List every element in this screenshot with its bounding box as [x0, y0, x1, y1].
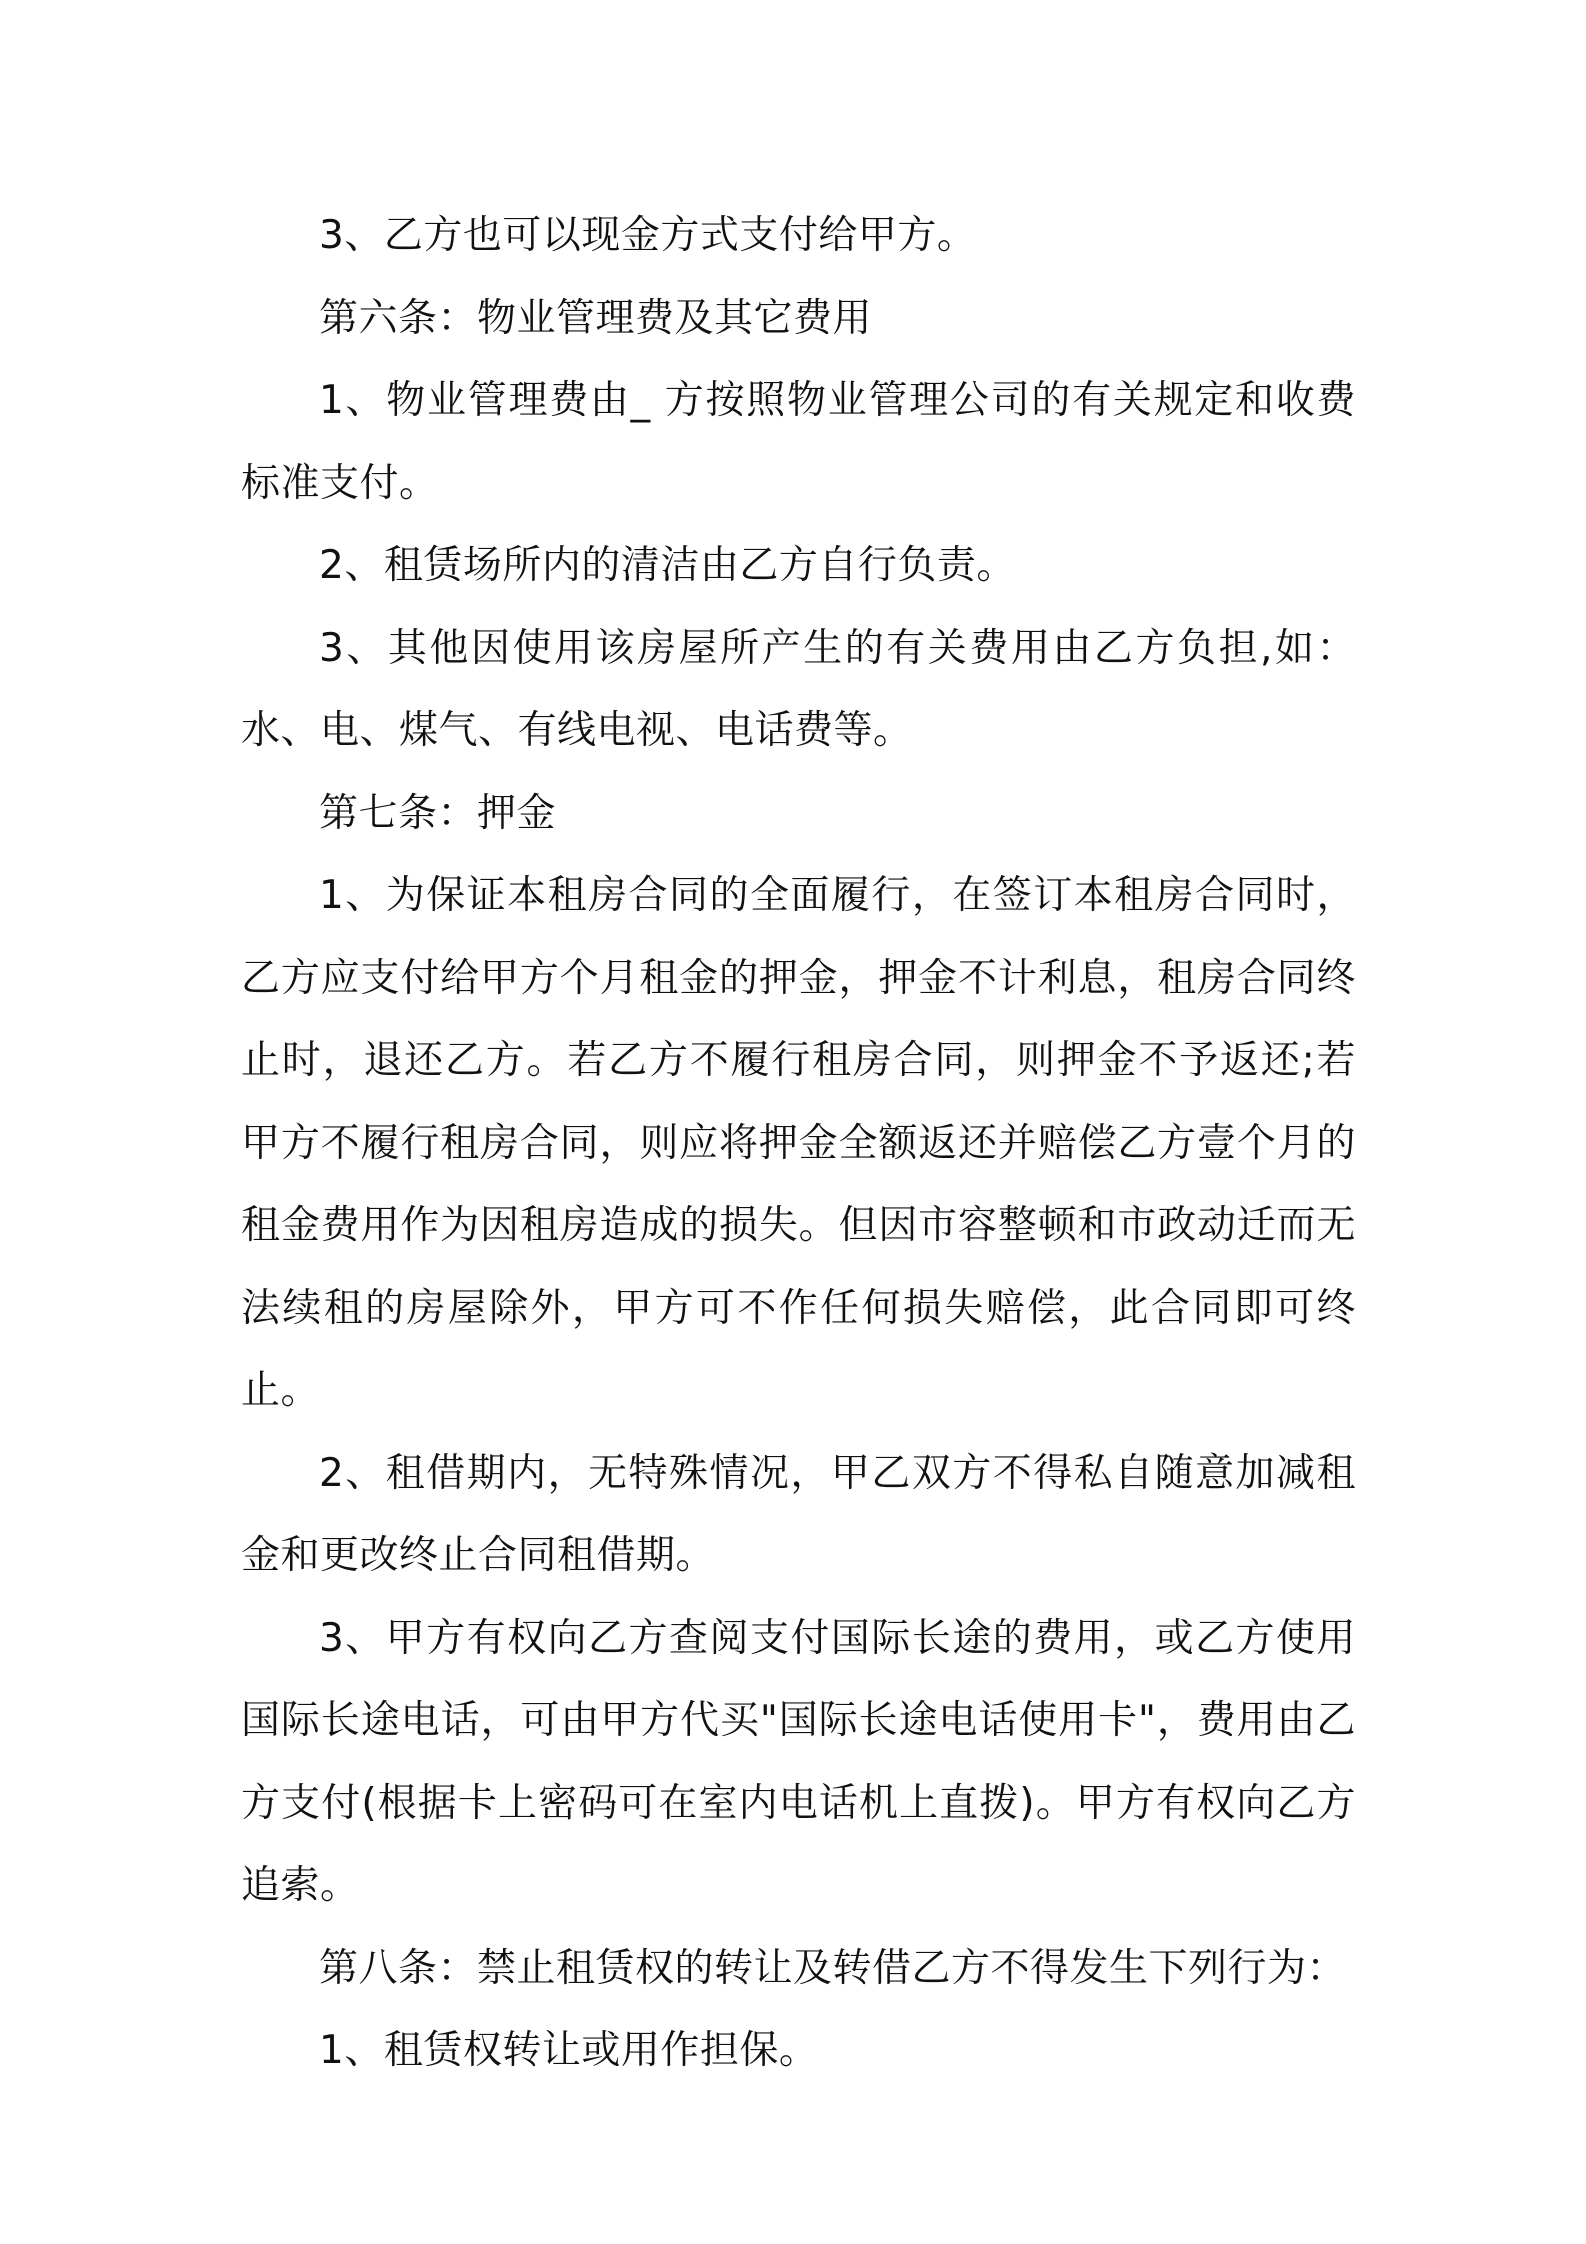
article-8-heading: 第八条：禁止租赁权的转让及转借乙方不得发生下列行为：: [319, 1945, 1347, 1991]
paragraph-property-fee: 1、物业管理费由_ 方按照物业管理公司的有关规定和收费标准支付。: [241, 378, 1356, 506]
article-6-heading: 第六条：物业管理费及其它费用: [319, 295, 873, 341]
paragraph-international-calls: 3、甲方有权向乙方查阅支付国际长途的费用，或乙方使用国际长途电话，可由甲方代买"国际长途电话使用卡"，费用由乙方支付(根据卡上密码可在室内电话机上直拨)。甲方有权向乙方追索。: [241, 1615, 1356, 1908]
paragraph-lease-transfer: 1、租赁权转让或用作担保。: [319, 2028, 819, 2073]
document-page: [241, 195, 1356, 2093]
paragraph-payment-cash: 3、乙方也可以现金方式支付给甲方。: [319, 213, 977, 258]
paragraph-other-fees: 3、其他因使用该房屋所产生的有关费用由乙方负担,如：水、电、煤气、有线电视、电话费等。: [241, 625, 1356, 753]
article-7-heading: 第七条：押金: [319, 790, 557, 836]
paragraph-cleaning: 2、租赁场所内的清洁由乙方自行负责。: [319, 543, 1016, 588]
paragraph-rent-change: 2、租借期内，无特殊情况，甲乙双方不得私自随意加减租金和更改终止合同租借期。: [241, 1450, 1356, 1578]
paragraph-deposit: 1、为保证本租房合同的全面履行，在签订本租房合同时，乙方应支付给甲方个月租金的押金，押金不计利息，租房合同终止时，退还乙方。若乙方不履行租房合同，则押金不予返还;若甲方不履行租房合同，则应将押金全额返还并赔偿乙方壹个月的租金费用作为因租房造成的损失。但因市容整顿和市政动迁而无法续租的房屋除外，甲方可不作任何损失赔偿，此合同即可终止。: [241, 873, 1356, 1413]
